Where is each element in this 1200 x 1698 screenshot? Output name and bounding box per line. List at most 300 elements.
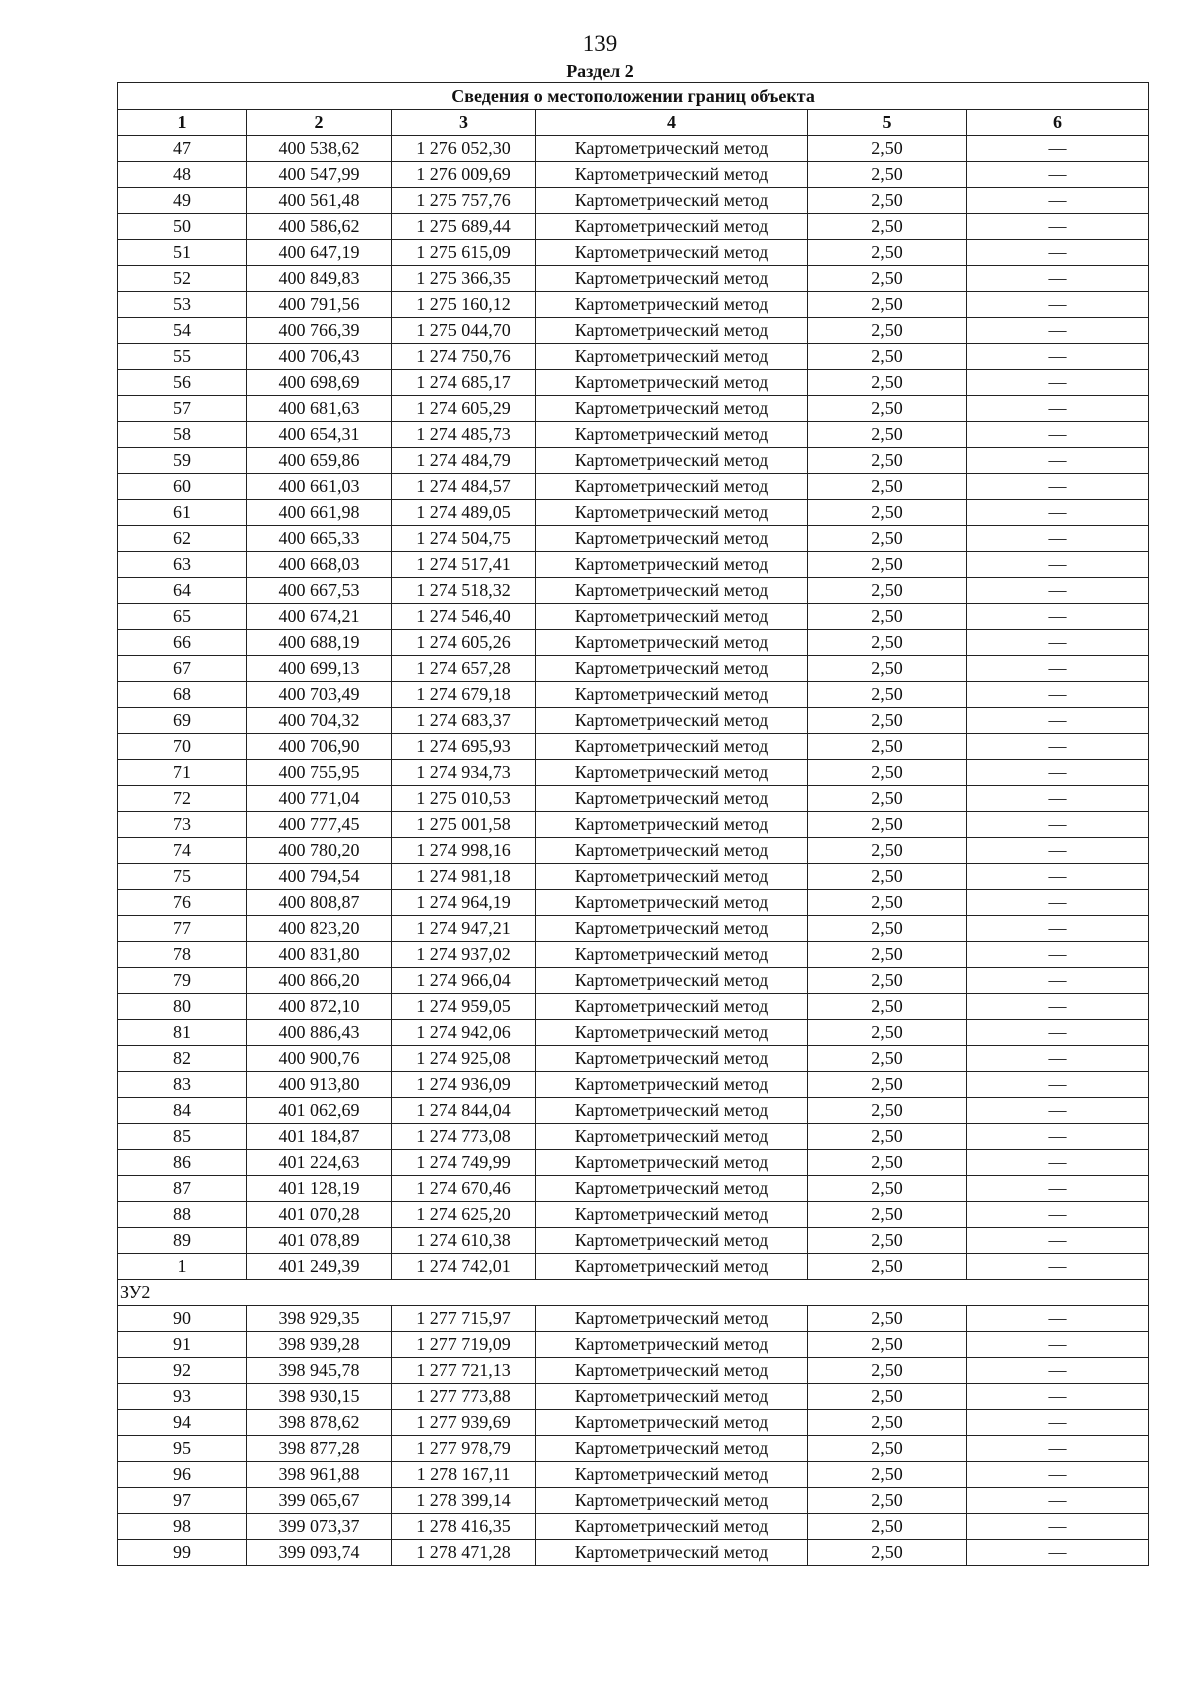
x-coordinate-cell: 399 073,37 <box>247 1514 392 1540</box>
point-number-cell: 81 <box>118 1020 247 1046</box>
description-cell: — <box>967 1384 1149 1410</box>
accuracy-cell: 2,50 <box>808 604 967 630</box>
point-number-cell: 63 <box>118 552 247 578</box>
table-row <box>118 812 1149 838</box>
boundary-coordinates-table <box>117 82 1149 1566</box>
method-cell: Картометрический метод <box>536 1332 808 1358</box>
table-row <box>118 656 1149 682</box>
y-coordinate-cell: 1 275 689,44 <box>392 214 536 240</box>
point-number-cell: 47 <box>118 136 247 162</box>
method-cell: Картометрический метод <box>536 344 808 370</box>
method-cell: Картометрический метод <box>536 1462 808 1488</box>
method-cell: Картометрический метод <box>536 162 808 188</box>
accuracy-cell: 2,50 <box>808 838 967 864</box>
method-cell: Картометрический метод <box>536 604 808 630</box>
table-row <box>118 1202 1149 1228</box>
method-cell: Картометрический метод <box>536 1540 808 1566</box>
description-cell: — <box>967 1306 1149 1332</box>
method-cell: Картометрический метод <box>536 1410 808 1436</box>
y-coordinate-cell: 1 275 615,09 <box>392 240 536 266</box>
description-cell: — <box>967 1410 1149 1436</box>
point-number-cell: 75 <box>118 864 247 890</box>
x-coordinate-cell: 400 791,56 <box>247 292 392 318</box>
y-coordinate-cell: 1 278 167,11 <box>392 1462 536 1488</box>
description-cell: — <box>967 1072 1149 1098</box>
y-coordinate-cell: 1 274 749,99 <box>392 1150 536 1176</box>
description-cell: — <box>967 1046 1149 1072</box>
table-row <box>118 266 1149 292</box>
table-row <box>118 474 1149 500</box>
accuracy-cell: 2,50 <box>808 1202 967 1228</box>
description-cell: — <box>967 838 1149 864</box>
x-coordinate-cell: 398 930,15 <box>247 1384 392 1410</box>
accuracy-cell: 2,50 <box>808 1072 967 1098</box>
y-coordinate-cell: 1 275 010,53 <box>392 786 536 812</box>
description-cell: — <box>967 240 1149 266</box>
method-cell: Картометрический метод <box>536 1514 808 1540</box>
y-coordinate-cell: 1 274 773,08 <box>392 1124 536 1150</box>
method-cell: Картометрический метод <box>536 578 808 604</box>
accuracy-cell: 2,50 <box>808 474 967 500</box>
y-coordinate-cell: 1 274 625,20 <box>392 1202 536 1228</box>
y-coordinate-cell: 1 274 959,05 <box>392 994 536 1020</box>
point-number-cell: 58 <box>118 422 247 448</box>
y-coordinate-cell: 1 276 009,69 <box>392 162 536 188</box>
method-cell: Картометрический метод <box>536 1020 808 1046</box>
accuracy-cell: 2,50 <box>808 240 967 266</box>
point-number-cell: 62 <box>118 526 247 552</box>
table-row <box>118 578 1149 604</box>
method-cell: Картометрический метод <box>536 188 808 214</box>
table-row <box>118 630 1149 656</box>
accuracy-cell: 2,50 <box>808 526 967 552</box>
table-row <box>118 1176 1149 1202</box>
x-coordinate-cell: 401 062,69 <box>247 1098 392 1124</box>
accuracy-cell: 2,50 <box>808 734 967 760</box>
y-coordinate-cell: 1 274 964,19 <box>392 890 536 916</box>
method-cell: Картометрический метод <box>536 734 808 760</box>
table-row <box>118 188 1149 214</box>
point-number-cell: 69 <box>118 708 247 734</box>
description-cell: — <box>967 396 1149 422</box>
x-coordinate-cell: 401 078,89 <box>247 1228 392 1254</box>
y-coordinate-cell: 1 275 160,12 <box>392 292 536 318</box>
method-cell: Картометрический метод <box>536 474 808 500</box>
method-cell: Картометрический метод <box>536 968 808 994</box>
y-coordinate-cell: 1 274 966,04 <box>392 968 536 994</box>
column-header: 5 <box>808 110 967 136</box>
point-number-cell: 64 <box>118 578 247 604</box>
y-coordinate-cell: 1 274 484,79 <box>392 448 536 474</box>
table-row <box>118 292 1149 318</box>
method-cell: Картометрический метод <box>536 1228 808 1254</box>
x-coordinate-cell: 400 586,62 <box>247 214 392 240</box>
method-cell: Картометрический метод <box>536 136 808 162</box>
y-coordinate-cell: 1 274 981,18 <box>392 864 536 890</box>
point-number-cell: 68 <box>118 682 247 708</box>
method-cell: Картометрический метод <box>536 1150 808 1176</box>
method-cell: Картометрический метод <box>536 994 808 1020</box>
accuracy-cell: 2,50 <box>808 864 967 890</box>
point-number-cell: 73 <box>118 812 247 838</box>
description-cell: — <box>967 578 1149 604</box>
y-coordinate-cell: 1 276 052,30 <box>392 136 536 162</box>
y-coordinate-cell: 1 274 485,73 <box>392 422 536 448</box>
point-number-cell: 61 <box>118 500 247 526</box>
table-row <box>118 1410 1149 1436</box>
y-coordinate-cell: 1 274 610,38 <box>392 1228 536 1254</box>
x-coordinate-cell: 400 538,62 <box>247 136 392 162</box>
x-coordinate-cell: 400 688,19 <box>247 630 392 656</box>
x-coordinate-cell: 401 070,28 <box>247 1202 392 1228</box>
accuracy-cell: 2,50 <box>808 396 967 422</box>
accuracy-cell: 2,50 <box>808 916 967 942</box>
column-header: 3 <box>392 110 536 136</box>
description-cell: — <box>967 1150 1149 1176</box>
method-cell: Картометрический метод <box>536 1384 808 1410</box>
accuracy-cell: 2,50 <box>808 994 967 1020</box>
method-cell: Картометрический метод <box>536 370 808 396</box>
x-coordinate-cell: 400 681,63 <box>247 396 392 422</box>
method-cell: Картометрический метод <box>536 448 808 474</box>
method-cell: Картометрический метод <box>536 864 808 890</box>
description-cell: — <box>967 1488 1149 1514</box>
x-coordinate-cell: 400 780,20 <box>247 838 392 864</box>
accuracy-cell: 2,50 <box>808 136 967 162</box>
point-number-cell: 54 <box>118 318 247 344</box>
method-cell: Картометрический метод <box>536 240 808 266</box>
y-coordinate-cell: 1 274 844,04 <box>392 1098 536 1124</box>
y-coordinate-cell: 1 275 044,70 <box>392 318 536 344</box>
point-number-cell: 87 <box>118 1176 247 1202</box>
y-coordinate-cell: 1 274 925,08 <box>392 1046 536 1072</box>
point-number-cell: 56 <box>118 370 247 396</box>
y-coordinate-cell: 1 275 366,35 <box>392 266 536 292</box>
accuracy-cell: 2,50 <box>808 188 967 214</box>
x-coordinate-cell: 400 766,39 <box>247 318 392 344</box>
accuracy-cell: 2,50 <box>808 292 967 318</box>
description-cell: — <box>967 422 1149 448</box>
method-cell: Картометрический метод <box>536 1124 808 1150</box>
accuracy-cell: 2,50 <box>808 1514 967 1540</box>
table-row <box>118 1228 1149 1254</box>
x-coordinate-cell: 400 665,33 <box>247 526 392 552</box>
method-cell: Картометрический метод <box>536 422 808 448</box>
y-coordinate-cell: 1 274 683,37 <box>392 708 536 734</box>
y-coordinate-cell: 1 274 670,46 <box>392 1176 536 1202</box>
point-number-cell: 86 <box>118 1150 247 1176</box>
method-cell: Картометрический метод <box>536 1098 808 1124</box>
description-cell: — <box>967 968 1149 994</box>
point-number-cell: 70 <box>118 734 247 760</box>
description-cell: — <box>967 526 1149 552</box>
description-cell: — <box>967 1436 1149 1462</box>
description-cell: — <box>967 266 1149 292</box>
description-cell: — <box>967 1332 1149 1358</box>
x-coordinate-cell: 400 777,45 <box>247 812 392 838</box>
x-coordinate-cell: 398 878,62 <box>247 1410 392 1436</box>
accuracy-cell: 2,50 <box>808 318 967 344</box>
accuracy-cell: 2,50 <box>808 1150 967 1176</box>
table-row <box>118 916 1149 942</box>
description-cell: — <box>967 344 1149 370</box>
point-number-cell: 93 <box>118 1384 247 1410</box>
point-number-cell: 57 <box>118 396 247 422</box>
y-coordinate-cell: 1 274 489,05 <box>392 500 536 526</box>
accuracy-cell: 2,50 <box>808 630 967 656</box>
point-number-cell: 71 <box>118 760 247 786</box>
point-number-cell: 98 <box>118 1514 247 1540</box>
x-coordinate-cell: 400 647,19 <box>247 240 392 266</box>
table-title: Сведения о местоположении границ объекта <box>118 83 1149 110</box>
table-row <box>118 1488 1149 1514</box>
description-cell: — <box>967 292 1149 318</box>
method-cell: Картометрический метод <box>536 1436 808 1462</box>
point-number-cell: 85 <box>118 1124 247 1150</box>
y-coordinate-cell: 1 274 484,57 <box>392 474 536 500</box>
accuracy-cell: 2,50 <box>808 214 967 240</box>
y-coordinate-cell: 1 274 605,29 <box>392 396 536 422</box>
table-row <box>118 968 1149 994</box>
group-label: ЗУ2 <box>118 1280 1149 1306</box>
section-title: Раздел 2 <box>566 61 634 81</box>
accuracy-cell: 2,50 <box>808 1540 967 1566</box>
accuracy-cell: 2,50 <box>808 266 967 292</box>
accuracy-cell: 2,50 <box>808 1462 967 1488</box>
table-row <box>118 344 1149 370</box>
table-row <box>118 1254 1149 1280</box>
x-coordinate-cell: 398 929,35 <box>247 1306 392 1332</box>
description-cell: — <box>967 1020 1149 1046</box>
point-number-cell: 88 <box>118 1202 247 1228</box>
accuracy-cell: 2,50 <box>808 448 967 474</box>
x-coordinate-cell: 398 877,28 <box>247 1436 392 1462</box>
accuracy-cell: 2,50 <box>808 370 967 396</box>
accuracy-cell: 2,50 <box>808 1228 967 1254</box>
table-row <box>118 552 1149 578</box>
x-coordinate-cell: 399 093,74 <box>247 1540 392 1566</box>
table-row <box>118 136 1149 162</box>
x-coordinate-cell: 400 808,87 <box>247 890 392 916</box>
point-number-cell: 1 <box>118 1254 247 1280</box>
x-coordinate-cell: 400 703,49 <box>247 682 392 708</box>
point-number-cell: 89 <box>118 1228 247 1254</box>
accuracy-cell: 2,50 <box>808 760 967 786</box>
x-coordinate-cell: 400 886,43 <box>247 1020 392 1046</box>
table-row <box>118 760 1149 786</box>
y-coordinate-cell: 1 274 695,93 <box>392 734 536 760</box>
method-cell: Картометрический метод <box>536 266 808 292</box>
description-cell: — <box>967 1228 1149 1254</box>
table-row <box>118 1098 1149 1124</box>
description-cell: — <box>967 1540 1149 1566</box>
method-cell: Картометрический метод <box>536 708 808 734</box>
table-row <box>118 682 1149 708</box>
description-cell: — <box>967 1124 1149 1150</box>
x-coordinate-cell: 400 698,69 <box>247 370 392 396</box>
description-cell: — <box>967 1098 1149 1124</box>
method-cell: Картометрический метод <box>536 890 808 916</box>
accuracy-cell: 2,50 <box>808 1254 967 1280</box>
table-row <box>118 864 1149 890</box>
point-number-cell: 80 <box>118 994 247 1020</box>
y-coordinate-cell: 1 274 685,17 <box>392 370 536 396</box>
table-row <box>118 708 1149 734</box>
table-row <box>118 604 1149 630</box>
point-number-cell: 90 <box>118 1306 247 1332</box>
table-row <box>118 1072 1149 1098</box>
accuracy-cell: 2,50 <box>808 1332 967 1358</box>
y-coordinate-cell: 1 274 947,21 <box>392 916 536 942</box>
description-cell: — <box>967 786 1149 812</box>
accuracy-cell: 2,50 <box>808 786 967 812</box>
description-cell: — <box>967 552 1149 578</box>
x-coordinate-cell: 400 661,03 <box>247 474 392 500</box>
method-cell: Картометрический метод <box>536 1488 808 1514</box>
table-row <box>118 526 1149 552</box>
description-cell: — <box>967 188 1149 214</box>
x-coordinate-cell: 400 699,13 <box>247 656 392 682</box>
description-cell: — <box>967 1202 1149 1228</box>
table-row <box>118 1514 1149 1540</box>
description-cell: — <box>967 448 1149 474</box>
description-cell: — <box>967 162 1149 188</box>
description-cell: — <box>967 812 1149 838</box>
table-row <box>118 1462 1149 1488</box>
point-number-cell: 94 <box>118 1410 247 1436</box>
y-coordinate-cell: 1 277 978,79 <box>392 1436 536 1462</box>
accuracy-cell: 2,50 <box>808 812 967 838</box>
description-cell: — <box>967 708 1149 734</box>
x-coordinate-cell: 400 794,54 <box>247 864 392 890</box>
y-coordinate-cell: 1 277 719,09 <box>392 1332 536 1358</box>
y-coordinate-cell: 1 274 998,16 <box>392 838 536 864</box>
x-coordinate-cell: 398 945,78 <box>247 1358 392 1384</box>
point-number-cell: 53 <box>118 292 247 318</box>
y-coordinate-cell: 1 274 504,75 <box>392 526 536 552</box>
accuracy-cell: 2,50 <box>808 1020 967 1046</box>
point-number-cell: 59 <box>118 448 247 474</box>
point-number-cell: 74 <box>118 838 247 864</box>
table-row <box>118 1358 1149 1384</box>
point-number-cell: 99 <box>118 1540 247 1566</box>
x-coordinate-cell: 400 674,21 <box>247 604 392 630</box>
y-coordinate-cell: 1 274 934,73 <box>392 760 536 786</box>
description-cell: — <box>967 734 1149 760</box>
description-cell: — <box>967 214 1149 240</box>
description-cell: — <box>967 760 1149 786</box>
method-cell: Картометрический метод <box>536 318 808 344</box>
method-cell: Картометрический метод <box>536 1046 808 1072</box>
x-coordinate-cell: 400 913,80 <box>247 1072 392 1098</box>
x-coordinate-cell: 400 866,20 <box>247 968 392 994</box>
method-cell: Картометрический метод <box>536 526 808 552</box>
table-row <box>118 1020 1149 1046</box>
point-number-cell: 52 <box>118 266 247 292</box>
column-header: 2 <box>247 110 392 136</box>
y-coordinate-cell: 1 277 939,69 <box>392 1410 536 1436</box>
point-number-cell: 79 <box>118 968 247 994</box>
y-coordinate-cell: 1 274 936,09 <box>392 1072 536 1098</box>
method-cell: Картометрический метод <box>536 1176 808 1202</box>
y-coordinate-cell: 1 274 605,26 <box>392 630 536 656</box>
accuracy-cell: 2,50 <box>808 578 967 604</box>
accuracy-cell: 2,50 <box>808 1488 967 1514</box>
x-coordinate-cell: 400 706,90 <box>247 734 392 760</box>
accuracy-cell: 2,50 <box>808 1098 967 1124</box>
table-title-row <box>118 83 1149 110</box>
table-row <box>118 370 1149 396</box>
method-cell: Картометрический метод <box>536 1072 808 1098</box>
table-row <box>118 1124 1149 1150</box>
table-row <box>118 422 1149 448</box>
y-coordinate-cell: 1 274 750,76 <box>392 344 536 370</box>
x-coordinate-cell: 400 900,76 <box>247 1046 392 1072</box>
accuracy-cell: 2,50 <box>808 1436 967 1462</box>
group-label-row <box>118 1280 1149 1306</box>
description-cell: — <box>967 1358 1149 1384</box>
point-number-cell: 83 <box>118 1072 247 1098</box>
method-cell: Картометрический метод <box>536 1358 808 1384</box>
point-number-cell: 77 <box>118 916 247 942</box>
description-cell: — <box>967 890 1149 916</box>
y-coordinate-cell: 1 275 001,58 <box>392 812 536 838</box>
accuracy-cell: 2,50 <box>808 344 967 370</box>
description-cell: — <box>967 136 1149 162</box>
accuracy-cell: 2,50 <box>808 422 967 448</box>
x-coordinate-cell: 400 659,86 <box>247 448 392 474</box>
table-row <box>118 1436 1149 1462</box>
description-cell: — <box>967 474 1149 500</box>
method-cell: Картометрический метод <box>536 552 808 578</box>
y-coordinate-cell: 1 274 657,28 <box>392 656 536 682</box>
point-number-cell: 78 <box>118 942 247 968</box>
table-row <box>118 942 1149 968</box>
description-cell: — <box>967 500 1149 526</box>
x-coordinate-cell: 400 831,80 <box>247 942 392 968</box>
x-coordinate-cell: 400 667,53 <box>247 578 392 604</box>
accuracy-cell: 2,50 <box>808 162 967 188</box>
x-coordinate-cell: 399 065,67 <box>247 1488 392 1514</box>
point-number-cell: 66 <box>118 630 247 656</box>
method-cell: Картометрический метод <box>536 838 808 864</box>
point-number-cell: 82 <box>118 1046 247 1072</box>
x-coordinate-cell: 400 661,98 <box>247 500 392 526</box>
accuracy-cell: 2,50 <box>808 500 967 526</box>
point-number-cell: 49 <box>118 188 247 214</box>
accuracy-cell: 2,50 <box>808 682 967 708</box>
table-row <box>118 1332 1149 1358</box>
x-coordinate-cell: 400 654,31 <box>247 422 392 448</box>
description-cell: — <box>967 318 1149 344</box>
table-row <box>118 162 1149 188</box>
y-coordinate-cell: 1 274 546,40 <box>392 604 536 630</box>
method-cell: Картометрический метод <box>536 1306 808 1332</box>
y-coordinate-cell: 1 274 942,06 <box>392 1020 536 1046</box>
method-cell: Картометрический метод <box>536 1254 808 1280</box>
method-cell: Картометрический метод <box>536 760 808 786</box>
column-header: 1 <box>118 110 247 136</box>
table-row <box>118 1306 1149 1332</box>
method-cell: Картометрический метод <box>536 942 808 968</box>
accuracy-cell: 2,50 <box>808 656 967 682</box>
description-cell: — <box>967 370 1149 396</box>
point-number-cell: 97 <box>118 1488 247 1514</box>
point-number-cell: 91 <box>118 1332 247 1358</box>
x-coordinate-cell: 400 823,20 <box>247 916 392 942</box>
description-cell: — <box>967 916 1149 942</box>
description-cell: — <box>967 1514 1149 1540</box>
